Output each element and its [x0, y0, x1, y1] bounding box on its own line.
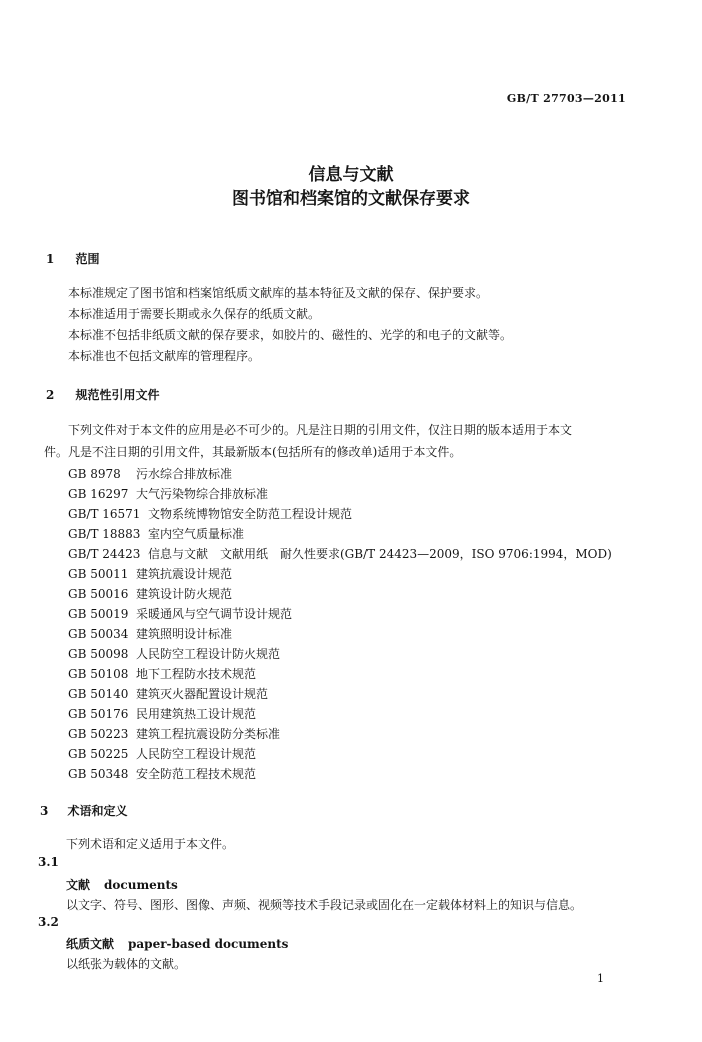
reference-item: [68, 723, 280, 742]
reference-title: 民用建筑热工设计规范: [136, 707, 257, 721]
term-number: 3.2: [38, 915, 59, 929]
section-title: 范围: [75, 252, 100, 266]
reference-title: 建筑照明设计标准: [136, 627, 233, 641]
reference-title: 采暖通风与空气调节设计规范: [136, 607, 293, 621]
reference-title: 建筑设计防火规范: [136, 587, 233, 601]
reference-code: GB 50176: [68, 707, 129, 721]
reference-title: 污水综合排放标准: [136, 467, 233, 481]
document-title-line2: 图书馆和档案馆的文献保存要求: [232, 189, 470, 209]
paragraph: 下列术语和定义适用于本文件。: [66, 837, 235, 851]
paragraph: 本标准不包括非纸质文献的保存要求，如胶片的、磁性的、光学的和电子的文献等。: [68, 328, 513, 342]
term-number: 3.1: [38, 855, 59, 869]
reference-item: [68, 503, 352, 522]
reference-item: [68, 483, 268, 502]
reference-item: [68, 683, 268, 702]
reference-title: 室内空气质量标准: [148, 527, 245, 541]
standard-code: GB/T 27703—2011: [506, 92, 626, 105]
reference-item: [68, 583, 232, 602]
section-heading: [40, 800, 127, 819]
section-title: 术语和定义: [67, 804, 128, 818]
reference-code: GB 8978: [68, 467, 121, 481]
reference-title: 人民防空工程设计防火规范: [136, 647, 281, 661]
reference-code: GB 50098: [68, 647, 129, 661]
term-zh: 纸质文献: [66, 937, 115, 951]
reference-item: [68, 763, 256, 782]
section-heading: [46, 384, 159, 403]
paragraph: 本标准规定了图书馆和档案馆纸质文献库的基本特征及文献的保存、保护要求。: [68, 286, 489, 300]
paragraph: 本标准适用于需要长期或永久保存的纸质文献。: [68, 307, 321, 321]
reference-item: [68, 463, 232, 482]
reference-code: GB 50348: [68, 767, 129, 781]
term-definition: 以纸张为载体的文献。: [66, 957, 187, 971]
reference-item: [68, 563, 232, 582]
reference-title: 文物系统博物馆安全防范工程设计规范: [148, 507, 353, 521]
reference-title: 信息与文献 文献用纸 耐久性要求(GB/T 24423—2009，ISO 9706:1994，MOD): [148, 547, 612, 561]
reference-title: 建筑工程抗震设防分类标准: [136, 727, 281, 741]
page-number: 1: [597, 972, 604, 985]
paragraph: 下列文件对于本文件的应用是必不可少的。凡是注日期的引用文件，仅注日期的版本适用于本文: [68, 423, 573, 437]
reference-item: [68, 623, 232, 642]
reference-code: GB 50108: [68, 667, 129, 681]
reference-title: 建筑抗震设计规范: [136, 567, 233, 581]
section-number: 1: [46, 252, 55, 266]
reference-code: GB 50223: [68, 727, 129, 741]
section-heading: [46, 248, 99, 267]
document-title-line1: 信息与文献: [308, 165, 394, 185]
reference-title: 建筑灭火器配置设计规范: [136, 687, 269, 701]
reference-item: [68, 663, 256, 682]
term-en: documents: [104, 878, 178, 892]
reference-code: GB/T 16571: [68, 507, 141, 521]
reference-item: [68, 743, 256, 762]
reference-code: GB 50016: [68, 587, 129, 601]
paragraph: 本标准也不包括文献库的管理程序。: [68, 349, 261, 363]
section-number: 3: [40, 804, 49, 818]
reference-code: GB 50034: [68, 627, 129, 641]
reference-code: GB 50140: [68, 687, 129, 701]
term-definition: 以文字、符号、图形、图像、声频、视频等技术手段记录或固化在一定载体材料上的知识与信息。: [66, 898, 583, 912]
reference-code: GB 50225: [68, 747, 129, 761]
reference-title: 人民防空工程设计规范: [136, 747, 257, 761]
section-number: 2: [46, 388, 55, 402]
term-en: paper-based documents: [128, 937, 289, 951]
term-heading: [66, 876, 178, 893]
reference-code: GB/T 18883: [68, 527, 141, 541]
reference-item: [68, 603, 292, 622]
reference-code: GB/T 24423: [68, 547, 141, 561]
reference-code: GB 50019: [68, 607, 129, 621]
reference-code: GB 16297: [68, 487, 129, 501]
paragraph: 件。凡是不注日期的引用文件，其最新版本(包括所有的修改单)适用于本文件。: [44, 445, 462, 459]
reference-item: [68, 643, 280, 662]
section-title: 规范性引用文件: [75, 388, 160, 402]
reference-item: [68, 703, 256, 722]
term-zh: 文献: [66, 878, 91, 892]
reference-code: GB 50011: [68, 567, 129, 581]
term-heading: [66, 935, 288, 952]
reference-item: [68, 523, 244, 542]
reference-title: 地下工程防水技术规范: [136, 667, 257, 681]
reference-title: 大气污染物综合排放标准: [136, 487, 269, 501]
reference-item: [68, 543, 612, 562]
reference-title: 安全防范工程技术规范: [136, 767, 257, 781]
